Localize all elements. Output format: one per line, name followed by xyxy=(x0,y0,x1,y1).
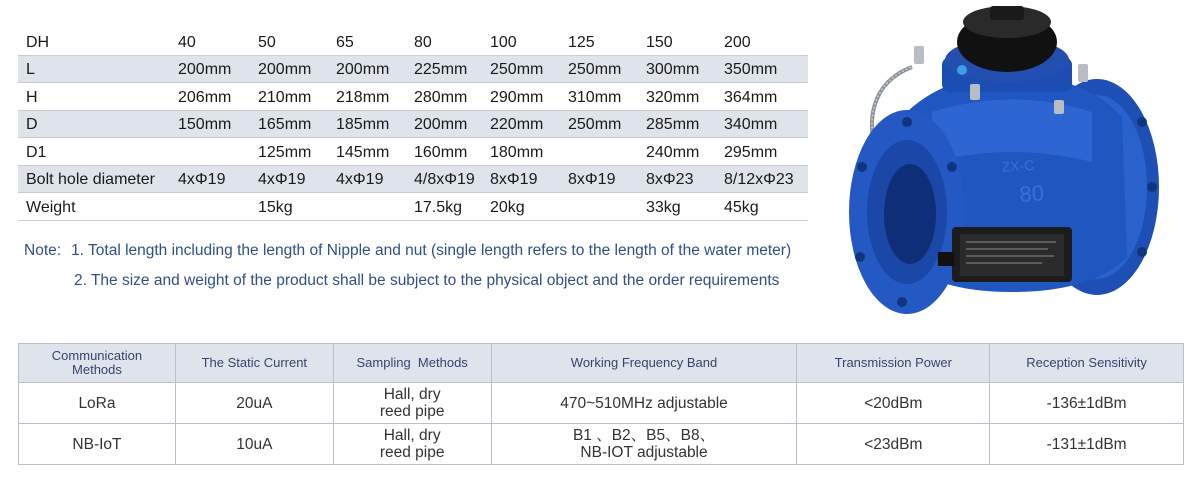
dimension-cell: 50 xyxy=(258,33,276,51)
cell-current: 10uA xyxy=(175,424,333,465)
dimension-row xyxy=(18,28,808,56)
dimension-cell: 8xΦ19 xyxy=(568,171,616,188)
header-static-current: The Static Current xyxy=(175,344,333,383)
dimension-cell: 200mm xyxy=(336,61,390,78)
dimension-cell: 280mm xyxy=(414,88,468,106)
dimension-cell: 200mm xyxy=(178,61,232,78)
dimension-cell: 65 xyxy=(336,33,354,51)
dimension-cell: 145mm xyxy=(336,143,390,161)
cell-method: LoRa xyxy=(19,383,176,424)
dimension-cell: 4xΦ19 xyxy=(178,171,226,188)
dimension-cell: 185mm xyxy=(336,116,390,133)
cell-method: NB-IoT xyxy=(19,424,176,465)
dimension-cell: 165mm xyxy=(258,116,312,133)
dimension-cell: 220mm xyxy=(490,116,544,133)
dimension-cell: 320mm xyxy=(646,88,700,106)
header-sampling-methods: Sampling Methods xyxy=(333,344,491,383)
table-row xyxy=(19,424,1184,465)
dimension-cell: 285mm xyxy=(646,116,700,133)
dimension-cell: 160mm xyxy=(414,143,468,161)
dimension-cell: 240mm xyxy=(646,143,700,161)
dimension-cell: 180mm xyxy=(490,143,544,161)
dimension-cell: 364mm xyxy=(724,88,778,106)
dimension-cell: 100 xyxy=(490,33,517,51)
dimension-row xyxy=(18,111,808,139)
dimension-cell: 8xΦ23 xyxy=(646,171,694,188)
note-line-2: 2. The size and weight of the product shall be subject to the physical object and the order requirements xyxy=(74,272,780,289)
dimension-cell: 45kg xyxy=(724,198,759,216)
dimension-cell: 200mm xyxy=(258,61,312,78)
water-meter-image xyxy=(842,2,1190,322)
dimension-cell: 340mm xyxy=(724,116,778,133)
dimension-cell: 206mm xyxy=(178,88,232,106)
dimension-cell: 80 xyxy=(414,33,432,51)
dimension-cell: 310mm xyxy=(568,88,622,106)
dimension-cell: 4xΦ19 xyxy=(336,171,384,188)
cell-current: 20uA xyxy=(175,383,333,424)
dimension-cell: 295mm xyxy=(724,143,778,161)
dimension-row xyxy=(18,138,808,166)
dimension-cell: 125mm xyxy=(258,143,312,161)
dimension-cell: 200 xyxy=(724,33,751,51)
dimension-cell: 150mm xyxy=(178,116,232,133)
header-frequency-band: Working Frequency Band xyxy=(491,344,797,383)
cell-power: <23dBm xyxy=(797,424,990,465)
dimension-cell: 250mm xyxy=(490,61,544,78)
header-reception-sensitivity: Reception Sensitivity xyxy=(990,344,1184,383)
dimension-row-label: Bolt hole diameter xyxy=(26,171,155,188)
body-marking-size: 80 xyxy=(1018,180,1045,207)
dimension-cell: 8xΦ19 xyxy=(490,171,538,188)
dimension-cell: 20kg xyxy=(490,198,525,216)
dimension-row-label: L xyxy=(26,61,35,78)
dimension-cell: 218mm xyxy=(336,88,390,106)
header-transmission-power: Transmission Power xyxy=(797,344,990,383)
dimension-row-label: DH xyxy=(26,33,50,51)
comm-header-row xyxy=(19,344,1184,383)
dimension-cell: 290mm xyxy=(490,88,544,106)
note-tag: Note: xyxy=(24,242,62,259)
dimension-row-label: D1 xyxy=(26,143,47,161)
dimension-row xyxy=(18,83,808,111)
dimension-table xyxy=(18,28,808,221)
dimension-row-label: Weight xyxy=(26,198,76,216)
dimension-cell: 40 xyxy=(178,33,196,51)
note-line-1: Note: 1. Total length including the length of Nipple and nut (single length refers to the length of the water meter) xyxy=(24,242,792,259)
cell-frequency: B1 、B2、B5、B8、 NB-IOT adjustable xyxy=(491,424,797,465)
dimension-cell: 150 xyxy=(646,33,673,51)
dimension-cell: 300mm xyxy=(646,61,700,78)
cell-sampling: Hall, dry reed pipe xyxy=(333,424,491,465)
dimension-row xyxy=(18,166,808,194)
dimension-row xyxy=(18,56,808,84)
body-marking-model: ZX-C xyxy=(1001,156,1035,175)
dimension-cell: 17.5kg xyxy=(414,198,463,216)
row-divider xyxy=(18,220,808,221)
cell-power: <20dBm xyxy=(797,383,990,424)
dimension-cell: 4/8xΦ19 xyxy=(414,171,475,188)
cell-sensitivity: -131±1dBm xyxy=(990,424,1184,465)
dimension-cell: 33kg xyxy=(646,198,681,216)
cell-sampling: Hall, dry reed pipe xyxy=(333,383,491,424)
dimension-row-label: D xyxy=(26,116,38,133)
dimension-cell: 200mm xyxy=(414,116,468,133)
dimension-cell: 225mm xyxy=(414,61,468,78)
cell-frequency: 470~510MHz adjustable xyxy=(491,383,797,424)
communication-table xyxy=(18,343,1184,465)
dimension-row xyxy=(18,193,808,221)
header-communication-methods: Communication Methods xyxy=(19,344,176,383)
dimension-cell: 210mm xyxy=(258,88,312,106)
cell-sensitivity: -136±1dBm xyxy=(990,383,1184,424)
dimension-row-label: H xyxy=(26,88,38,106)
dimension-cell: 8/12xΦ23 xyxy=(724,171,794,188)
table-row xyxy=(19,383,1184,424)
dimension-cell: 125 xyxy=(568,33,595,51)
dimension-cell: 250mm xyxy=(568,116,622,133)
dimension-cell: 4xΦ19 xyxy=(258,171,306,188)
dimension-cell: 350mm xyxy=(724,61,778,78)
dimension-cell: 15kg xyxy=(258,198,293,216)
dimension-cell: 250mm xyxy=(568,61,622,78)
